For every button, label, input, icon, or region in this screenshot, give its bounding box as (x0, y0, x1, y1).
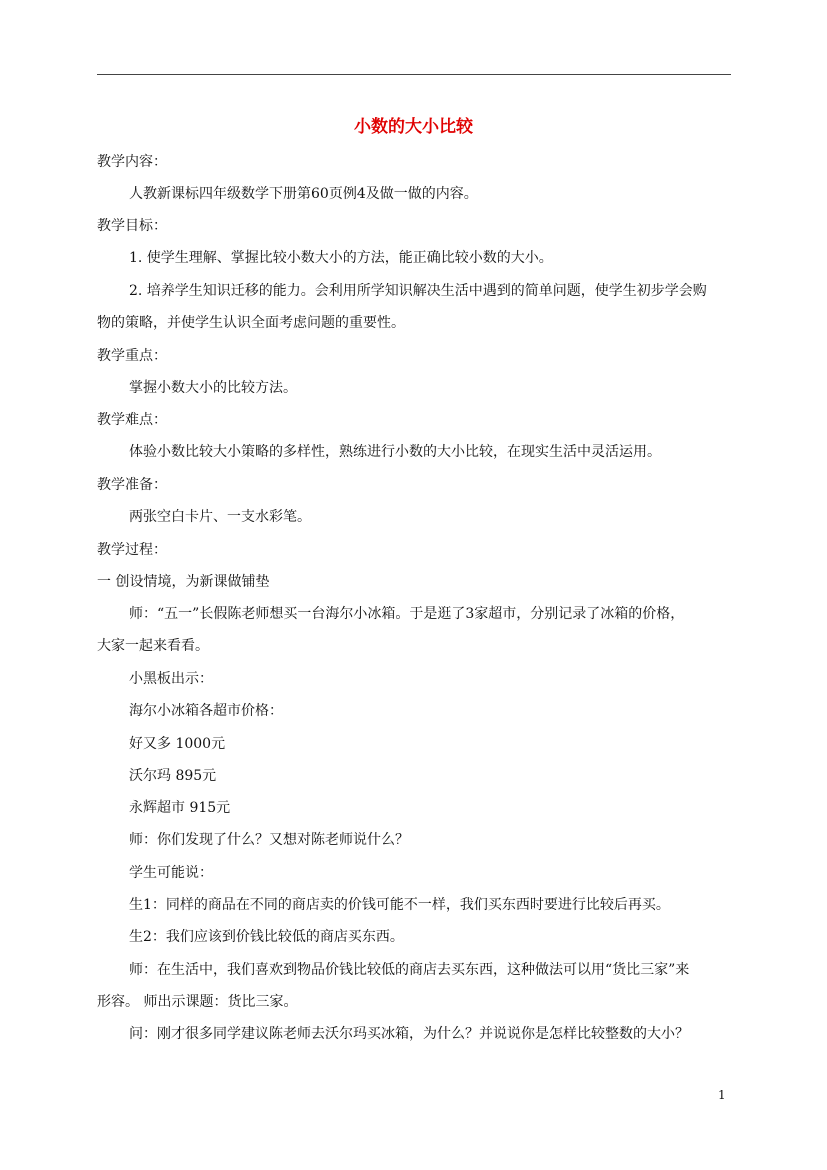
section-heading-keypoints: 教学重点： (97, 348, 167, 364)
paragraph-blackboard: 小黑板出示： (129, 671, 213, 687)
paragraph-objective-2: 2. 培养学生知识迁移的能力。会利用所学知识解决生活中遇到的简单问题，使学生初步学会购 (129, 283, 707, 299)
list-item-price-3: 永辉超市 915元 (129, 800, 231, 816)
paragraph-content: 人教新课标四年级数学下册第60页例4及做一做的内容。 (129, 186, 478, 202)
paragraph-difficulties: 体验小数比较大小策略的多样性，熟练进行小数的大小比较，在现实生活中灵活运用。 (129, 444, 661, 460)
paragraph-teacher-1-cont: 大家一起来看看。 (97, 638, 209, 654)
subheading-step-1: 一 创设情境，为新课做铺垫 (97, 574, 270, 590)
paragraph-teacher-2: 师：在生活中，我们喜欢到物品价钱比较低的商店去买东西，这种做法可以用“货比三家”来 (129, 962, 690, 978)
paragraph-students-may-say: 学生可能说： (129, 865, 213, 881)
paragraph-objective-1: 1. 使学生理解、掌握比较小数大小的方法，能正确比较小数的大小。 (129, 250, 553, 266)
header-rule (97, 74, 731, 75)
paragraph-objective-2-cont: 物的策略，并使学生认识全面考虑问题的重要性。 (97, 315, 405, 331)
document-title: 小数的大小比较 (354, 117, 473, 137)
paragraph-teacher-1: 师：“五一”长假陈老师想买一台海尔小冰箱。于是逛了3家超市，分别记录了冰箱的价格， (129, 606, 685, 622)
list-item-price-1: 好又多 1000元 (129, 736, 226, 752)
section-heading-process: 教学过程： (97, 542, 167, 558)
paragraph-keypoints: 掌握小数大小的比较方法。 (129, 380, 297, 396)
paragraph-question: 问：刚才很多同学建议陈老师去沃尔玛买冰箱，为什么？并说说你是怎样比较整数的大小？ (129, 1026, 689, 1042)
paragraph-preparation: 两张空白卡片、一支水彩笔。 (129, 509, 311, 525)
section-heading-preparation: 教学准备： (97, 477, 167, 493)
paragraph-teacher-2-cont: 形容。 师出示课题：货比三家。 (97, 994, 298, 1010)
paragraph-student-1: 生1：同样的商品在不同的商店卖的价钱可能不一样，我们买东西时要进行比较后再买。 (129, 897, 670, 913)
paragraph-teacher-question: 师：你们发现了什么？又想对陈老师说什么？ (129, 832, 409, 848)
section-heading-content: 教学内容： (97, 154, 167, 170)
paragraph-price-heading: 海尔小冰箱各超市价格： (129, 703, 283, 719)
section-heading-difficulties: 教学难点： (97, 412, 167, 428)
list-item-price-2: 沃尔玛 895元 (129, 768, 217, 784)
section-heading-objectives: 教学目标： (97, 218, 167, 234)
paragraph-student-2: 生2：我们应该到价钱比较低的商店买东西。 (129, 929, 404, 945)
page-number: 1 (718, 1088, 726, 1102)
